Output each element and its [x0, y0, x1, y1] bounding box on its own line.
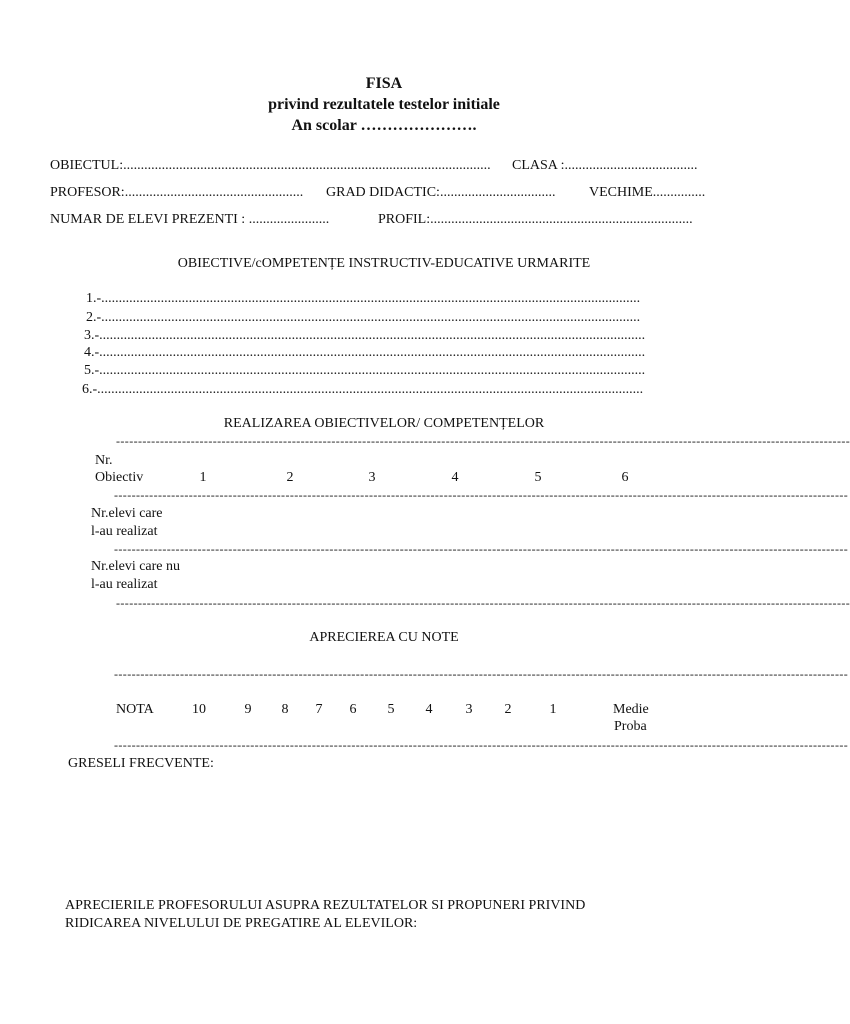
column-header: 6 [621, 470, 629, 485]
objectives-heading: OBIECTIVE/cOMPETENȚE INSTRUCTIV-EDUCATIVE URMARITE [177, 256, 591, 271]
divider: ----------------------------------------------------------------------------------------------------------------------------------------------------------------------- [114, 738, 849, 752]
divider: ----------------------------------------------------------------------------------------------------------------------------------------------------------------------- [116, 596, 850, 610]
grade-cell: 6 [349, 702, 357, 717]
row-nerealizat-label-1: Nr.elevi care nu [91, 559, 181, 574]
proba-label: Proba [614, 719, 647, 734]
grade-cell: 5 [387, 702, 395, 717]
nota-label: NOTA [116, 702, 154, 717]
page-title: FISA [365, 75, 403, 92]
grade-cell: 9 [244, 702, 252, 717]
objective-line-5: 5.-............................................................................................................................................................ [84, 363, 646, 378]
grade-cell: 3 [465, 702, 473, 717]
row-nerealizat-label-2: l-au realizat [91, 577, 158, 592]
divider: ----------------------------------------------------------------------------------------------------------------------------------------------------------------------- [114, 667, 849, 681]
field-numar-elevi: NUMAR DE ELEVI PREZENTI : ....................... [50, 212, 330, 227]
field-profil: PROFIL:........................................................................... [378, 212, 693, 227]
obiectiv-label: Obiectiv [95, 470, 144, 485]
greseli-frecvente-label: GRESELI FRECVENTE: [68, 756, 214, 771]
row-realizat-label-1: Nr.elevi care [91, 506, 163, 521]
field-clasa: CLASA :...................................... [512, 158, 698, 173]
page-subtitle: privind rezultatele testelor initiale [268, 96, 500, 113]
note-heading: APRECIEREA CU NOTE [309, 630, 459, 645]
aprecieri-line-2: RIDICAREA NIVELULUI DE PREGATIRE AL ELEVILOR: [65, 916, 418, 931]
divider: ----------------------------------------------------------------------------------------------------------------------------------------------------------------------- [114, 542, 849, 556]
column-header: 5 [534, 470, 542, 485]
field-profesor: PROFESOR:................................................... [50, 185, 304, 200]
objective-line-3: 3.-............................................................................................................................................................ [84, 328, 646, 343]
objective-line-1: 1.-.......................................................................................................................................................... [86, 291, 641, 306]
column-header: 3 [368, 470, 376, 485]
row-realizat-label-2: l-au realizat [91, 524, 158, 539]
grade-cell: 7 [315, 702, 323, 717]
divider: ----------------------------------------------------------------------------------------------------------------------------------------------------------------------- [114, 488, 849, 502]
column-header: 1 [199, 470, 207, 485]
field-obiectul: OBIECTUL:......................................................................................................... [50, 158, 491, 173]
aprecieri-line-1: APRECIERILE PROFESORULUI ASUPRA REZULTATELOR SI PROPUNERI PRIVIND [65, 898, 586, 913]
field-vechime: VECHIME............... [589, 185, 706, 200]
grade-cell: 2 [504, 702, 512, 717]
nr-label: Nr. [95, 453, 113, 468]
school-year: An scolar …………………. [291, 117, 477, 134]
objective-line-2: 2.-.......................................................................................................................................................... [86, 310, 641, 325]
grade-cell: 8 [281, 702, 289, 717]
medie-label: Medie [613, 702, 649, 717]
realizare-heading: REALIZAREA OBIECTIVELOR/ COMPETENȚELOR [223, 416, 545, 431]
grade-cell: 4 [425, 702, 433, 717]
grade-cell: 1 [549, 702, 557, 717]
divider: ----------------------------------------------------------------------------------------------------------------------------------------------------------------------- [116, 434, 850, 448]
grade-cell: 10 [192, 702, 206, 717]
field-grad-didactic: GRAD DIDACTIC:................................. [326, 185, 556, 200]
column-header: 2 [286, 470, 294, 485]
objective-line-4: 4.-............................................................................................................................................................ [84, 345, 646, 360]
objective-line-6: 6.-............................................................................................................................................................ [82, 382, 644, 397]
column-header: 4 [451, 470, 459, 485]
